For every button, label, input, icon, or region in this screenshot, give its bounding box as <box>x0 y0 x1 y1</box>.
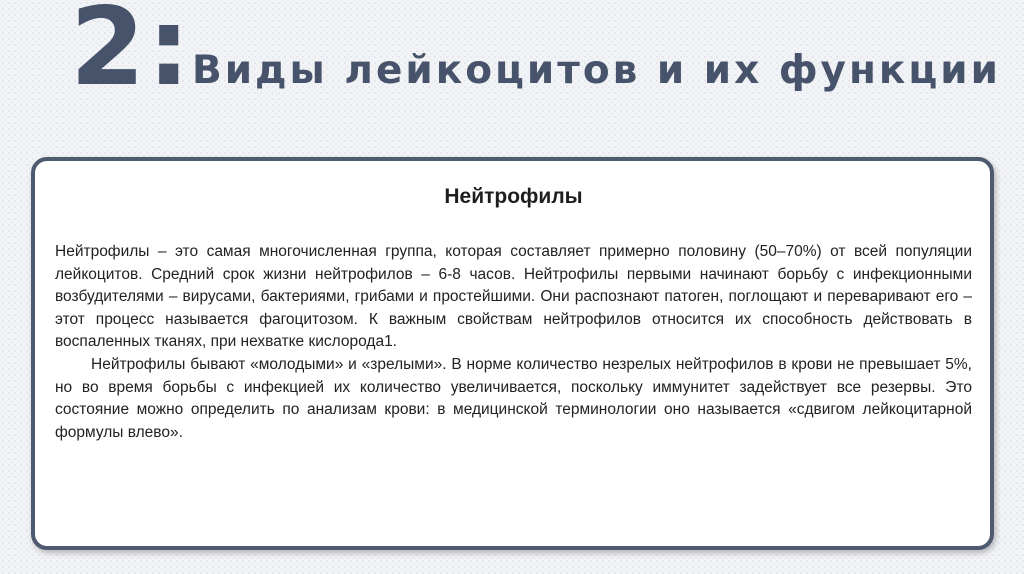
slide-number: 2: <box>70 0 193 110</box>
paragraph-2: Нейтрофилы бывают «молодыми» и «зрелыми». В норме количество незрелых нейтрофилов в крови не превышает 5%, но во время борьбы с инфекцией их количество увеличивается, поскольку иммунитет задействует все резервы. Это состояние можно определить по анализам крови: в медицинской терминологии оно называется «сдвигом лейкоцитарной формулы влево». <box>55 355 972 441</box>
content-card <box>31 157 994 550</box>
card-content <box>55 181 972 444</box>
slide-title: Виды лейкоцитов и их функции <box>192 48 1001 93</box>
paragraph-1: Нейтрофилы – это самая многочисленная группа, которая составляет примерно половину (50–70%) от всей популяции лейкоцитов. Средний срок жизни нейтрофилов – 6-8 часов. Нейтрофилы первыми начинают борьбу с инфекционными возбудителями – вирусами, бактериями, грибами и простейшими. Они распознают патоген, поглощают и переваривают его – этот процесс называется фагоцитозом. К важным свойствам нейтрофилов относится их способность действовать в воспаленных тканях, при нехватке кислорода1. <box>55 243 972 351</box>
card-heading: Нейтрофилы <box>444 185 583 208</box>
